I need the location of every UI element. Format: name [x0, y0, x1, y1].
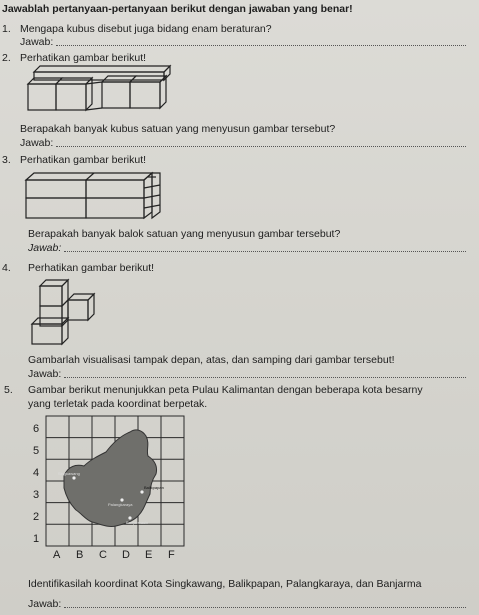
question-number: 4. [2, 262, 11, 274]
question-text: Perhatikan gambar berikut! [28, 262, 155, 274]
answer-line[interactable] [64, 377, 466, 378]
island-shape [64, 430, 157, 527]
map-y-label: 5 [33, 445, 40, 457]
answer-line[interactable] [56, 45, 466, 46]
answer-label: Jawab: [28, 368, 62, 380]
question-text: Berapakah banyak balok satuan yang menyusun gambar tersebut? [28, 228, 341, 240]
question-text-continued: yang terletak pada koordinat berpetak. [28, 398, 208, 410]
map-x-label: B [76, 549, 84, 561]
kalimantan-map [46, 416, 186, 548]
map-grid-svg [46, 416, 186, 548]
city-label-banjarmasin: Banjarmasin [126, 520, 149, 525]
question-number: 3. [2, 154, 11, 166]
answer-label: Jawab: [28, 598, 62, 610]
city-label-balikpapan: Balikpapan [144, 485, 164, 490]
question-text: Identifikasilah koordinat Kota Singkawang, Balikpapan, Palangkaraya, dan Banjarma [28, 578, 422, 590]
question-text: Perhatikan gambar berikut! [20, 154, 147, 166]
answer-line[interactable] [64, 251, 466, 252]
map-x-label: F [168, 549, 175, 561]
page-title: Jawablah pertanyaan-pertanyaan berikut dengan jawaban yang benar! [2, 3, 353, 15]
answer-line[interactable] [56, 146, 466, 147]
cube-figure-q2 [24, 64, 174, 114]
answer-label: Jawab: [20, 137, 54, 149]
question-number: 1. [2, 23, 11, 35]
question-number: 5. [4, 384, 13, 396]
city-label-singkawang: Singkawang [58, 471, 80, 476]
cube-stack-figure-q4 [28, 278, 108, 348]
map-y-label: 3 [33, 489, 40, 501]
answer-label: Jawab: [20, 36, 54, 48]
map-x-label: C [99, 549, 107, 561]
question-text: Perhatikan gambar berikut! [20, 52, 147, 64]
answer-line[interactable] [64, 607, 466, 608]
question-text: Berapakah banyak kubus satuan yang menyusun gambar tersebut? [20, 123, 336, 135]
map-y-label: 2 [33, 511, 40, 523]
city-label-palangkaraya: Palangkaraya [108, 502, 133, 507]
map-x-label: E [145, 549, 153, 561]
map-x-label: A [53, 549, 61, 561]
map-x-label: D [122, 549, 130, 561]
answer-label: Jawab: [28, 242, 62, 254]
block-figure-q3 [24, 170, 194, 230]
map-y-label: 1 [33, 533, 40, 545]
question-text: Gambarlah visualisasi tampak depan, atas, dan samping dari gambar tersebut! [28, 354, 395, 366]
question-text: Gambar berikut menunjukkan peta Pulau Kalimantan dengan beberapa kota besarny [28, 384, 423, 396]
question-text: Mengapa kubus disebut juga bidang enam beraturan? [20, 23, 272, 35]
map-y-label: 6 [33, 423, 40, 435]
map-y-label: 4 [33, 467, 40, 479]
question-number: 2. [2, 52, 11, 64]
